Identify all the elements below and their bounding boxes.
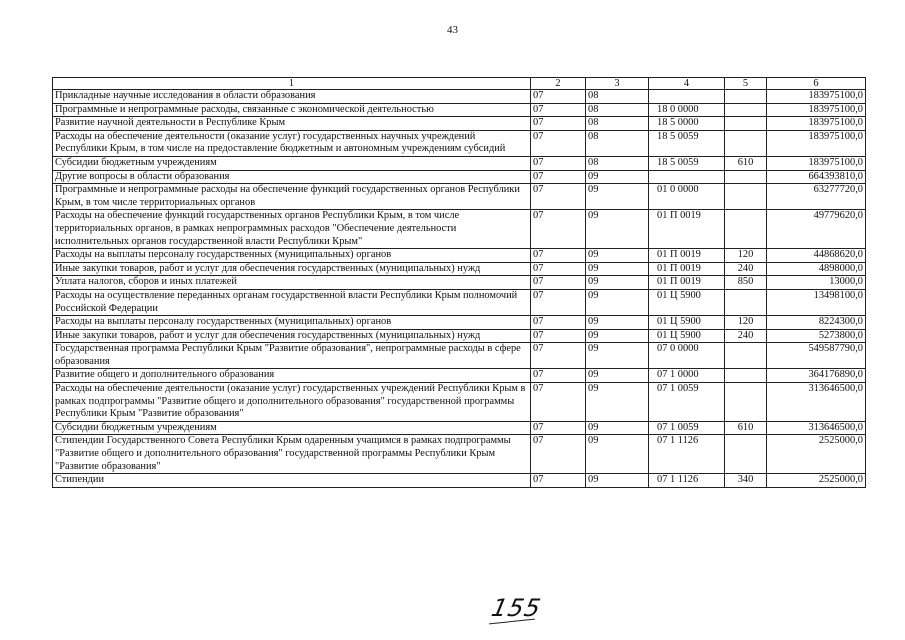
cell-name: Государственная программа Республики Крым "Развитие образования", непрограммные расходы в сфере образования bbox=[53, 343, 531, 369]
cell-subsection: 08 bbox=[586, 103, 649, 117]
table-row bbox=[53, 90, 866, 104]
cell-subsection: 09 bbox=[586, 474, 649, 488]
cell-name: Субсидии бюджетным учреждениям bbox=[53, 156, 531, 170]
cell-subsection: 09 bbox=[586, 369, 649, 383]
cell-name: Расходы на осуществление переданных органам государственной власти Республики Крым полномочий Российской Федерации bbox=[53, 289, 531, 315]
cell-amount: 549587790,0 bbox=[767, 343, 866, 369]
column-header-vr: 5 bbox=[725, 78, 767, 90]
cell-target-article bbox=[649, 90, 725, 104]
cell-subsection: 09 bbox=[586, 383, 649, 422]
table-header-row bbox=[53, 78, 866, 90]
cell-subsection: 09 bbox=[586, 184, 649, 210]
column-header-sum: 6 bbox=[767, 78, 866, 90]
cell-section: 07 bbox=[531, 130, 586, 156]
cell-expense-type: 610 bbox=[725, 156, 767, 170]
cell-target-article bbox=[649, 170, 725, 184]
cell-section: 07 bbox=[531, 329, 586, 343]
cell-expense-type bbox=[725, 184, 767, 210]
cell-section: 07 bbox=[531, 210, 586, 249]
cell-name: Программные и непрограммные расходы на обеспечение функций государственных органов Республики Крым, в том числе территориальных органов bbox=[53, 184, 531, 210]
cell-target-article: 07 1 0000 bbox=[649, 369, 725, 383]
cell-subsection: 09 bbox=[586, 210, 649, 249]
cell-name: Иные закупки товаров, работ и услуг для обеспечения государственных (муниципальных) нужд bbox=[53, 329, 531, 343]
table-row bbox=[53, 103, 866, 117]
cell-amount: 49779620,0 bbox=[767, 210, 866, 249]
cell-target-article: 18 0 0000 bbox=[649, 103, 725, 117]
cell-name: Прикладные научные исследования в области образования bbox=[53, 90, 531, 104]
table-row bbox=[53, 316, 866, 330]
cell-target-article: 01 П 0019 bbox=[649, 210, 725, 249]
cell-section: 07 bbox=[531, 156, 586, 170]
table-row bbox=[53, 262, 866, 276]
table-row bbox=[53, 329, 866, 343]
cell-amount: 183975100,0 bbox=[767, 156, 866, 170]
cell-name: Иные закупки товаров, работ и услуг для обеспечения государственных (муниципальных) нужд bbox=[53, 262, 531, 276]
cell-subsection: 09 bbox=[586, 289, 649, 315]
cell-name: Уплата налогов, сборов и иных платежей bbox=[53, 276, 531, 290]
cell-target-article: 01 Ц 5900 bbox=[649, 329, 725, 343]
cell-expense-type: 120 bbox=[725, 316, 767, 330]
cell-expense-type: 240 bbox=[725, 329, 767, 343]
table-row bbox=[53, 249, 866, 263]
cell-section: 07 bbox=[531, 117, 586, 131]
table-row bbox=[53, 383, 866, 422]
cell-subsection: 09 bbox=[586, 329, 649, 343]
cell-expense-type bbox=[725, 369, 767, 383]
cell-name: Расходы на выплаты персоналу государственных (муниципальных) органов bbox=[53, 249, 531, 263]
cell-section: 07 bbox=[531, 184, 586, 210]
cell-section: 07 bbox=[531, 249, 586, 263]
cell-target-article: 01 0 0000 bbox=[649, 184, 725, 210]
cell-section: 07 bbox=[531, 262, 586, 276]
table-body bbox=[53, 90, 866, 488]
cell-section: 07 bbox=[531, 435, 586, 474]
cell-target-article: 01 П 0019 bbox=[649, 262, 725, 276]
table-row bbox=[53, 289, 866, 315]
cell-section: 07 bbox=[531, 343, 586, 369]
cell-amount: 183975100,0 bbox=[767, 130, 866, 156]
cell-expense-type bbox=[725, 435, 767, 474]
cell-subsection: 08 bbox=[586, 156, 649, 170]
cell-subsection: 08 bbox=[586, 117, 649, 131]
cell-expense-type: 610 bbox=[725, 421, 767, 435]
cell-section: 07 bbox=[531, 383, 586, 422]
page-number: 43 bbox=[447, 24, 458, 36]
cell-amount: 364176890,0 bbox=[767, 369, 866, 383]
cell-amount: 13498100,0 bbox=[767, 289, 866, 315]
cell-amount: 63277720,0 bbox=[767, 184, 866, 210]
cell-amount: 2525000,0 bbox=[767, 435, 866, 474]
column-header-csr: 4 bbox=[649, 78, 725, 90]
cell-target-article: 18 5 0000 bbox=[649, 117, 725, 131]
cell-subsection: 08 bbox=[586, 90, 649, 104]
cell-section: 07 bbox=[531, 474, 586, 488]
cell-amount: 5273800,0 bbox=[767, 329, 866, 343]
cell-expense-type bbox=[725, 170, 767, 184]
table-row bbox=[53, 369, 866, 383]
table-row bbox=[53, 210, 866, 249]
cell-section: 07 bbox=[531, 103, 586, 117]
cell-target-article: 07 1 0059 bbox=[649, 383, 725, 422]
cell-amount: 183975100,0 bbox=[767, 103, 866, 117]
cell-expense-type bbox=[725, 210, 767, 249]
cell-amount: 183975100,0 bbox=[767, 117, 866, 131]
cell-subsection: 09 bbox=[586, 249, 649, 263]
cell-expense-type: 340 bbox=[725, 474, 767, 488]
cell-subsection: 09 bbox=[586, 276, 649, 290]
cell-name: Развитие научной деятельности в Республике Крым bbox=[53, 117, 531, 131]
cell-target-article: 18 5 0059 bbox=[649, 130, 725, 156]
cell-expense-type bbox=[725, 90, 767, 104]
cell-target-article: 07 1 1126 bbox=[649, 474, 725, 488]
table-row bbox=[53, 156, 866, 170]
cell-subsection: 09 bbox=[586, 435, 649, 474]
cell-target-article: 01 Ц 5900 bbox=[649, 316, 725, 330]
cell-section: 07 bbox=[531, 289, 586, 315]
cell-name: Расходы на обеспечение функций государственных органов Республики Крым, в том числе территориальных органов, в рамках непрограммных расходов "Обеспечение деятельности исполнительных органов государственной власти Республики Крым" bbox=[53, 210, 531, 249]
cell-section: 07 bbox=[531, 369, 586, 383]
cell-name: Расходы на обеспечение деятельности (оказание услуг) государственных учреждений Республики Крым в рамках подпрограммы "Развитие общего и дополнительного образования" государственной программы Республики Крым "Развитие образования" bbox=[53, 383, 531, 422]
cell-name: Субсидии бюджетным учреждениям bbox=[53, 421, 531, 435]
cell-target-article: 18 5 0059 bbox=[649, 156, 725, 170]
table-row bbox=[53, 343, 866, 369]
cell-expense-type: 240 bbox=[725, 262, 767, 276]
column-header-name: 1 bbox=[53, 78, 531, 90]
cell-amount: 313646500,0 bbox=[767, 383, 866, 422]
cell-expense-type bbox=[725, 383, 767, 422]
cell-target-article: 01 П 0019 bbox=[649, 249, 725, 263]
table-row bbox=[53, 184, 866, 210]
cell-amount: 8224300,0 bbox=[767, 316, 866, 330]
cell-name: Расходы на выплаты персоналу государственных (муниципальных) органов bbox=[53, 316, 531, 330]
handwritten-page-number: 155 bbox=[489, 594, 544, 622]
table-row bbox=[53, 474, 866, 488]
cell-name: Стипендии Государственного Совета Республики Крым одаренным учащимся в рамках подпрограммы "Развитие общего и дополнительного образования" государственной программы Республики Крым "Развитие образования" bbox=[53, 435, 531, 474]
cell-section: 07 bbox=[531, 170, 586, 184]
cell-name: Развитие общего и дополнительного образования bbox=[53, 369, 531, 383]
cell-section: 07 bbox=[531, 316, 586, 330]
cell-expense-type bbox=[725, 289, 767, 315]
cell-subsection: 09 bbox=[586, 343, 649, 369]
column-header-prz: 3 bbox=[586, 78, 649, 90]
cell-amount: 2525000,0 bbox=[767, 474, 866, 488]
cell-expense-type: 850 bbox=[725, 276, 767, 290]
cell-name: Стипендии bbox=[53, 474, 531, 488]
cell-subsection: 09 bbox=[586, 421, 649, 435]
cell-amount: 44868620,0 bbox=[767, 249, 866, 263]
cell-section: 07 bbox=[531, 276, 586, 290]
cell-target-article: 07 1 0059 bbox=[649, 421, 725, 435]
table-row bbox=[53, 170, 866, 184]
cell-expense-type: 120 bbox=[725, 249, 767, 263]
table-row bbox=[53, 130, 866, 156]
cell-section: 07 bbox=[531, 421, 586, 435]
cell-target-article: 07 1 1126 bbox=[649, 435, 725, 474]
cell-amount: 13000,0 bbox=[767, 276, 866, 290]
cell-target-article: 01 Ц 5900 bbox=[649, 289, 725, 315]
cell-amount: 313646500,0 bbox=[767, 421, 866, 435]
table-row bbox=[53, 421, 866, 435]
cell-expense-type bbox=[725, 130, 767, 156]
cell-section: 07 bbox=[531, 90, 586, 104]
cell-name: Программные и непрограммные расходы, связанные с экономической деятельностью bbox=[53, 103, 531, 117]
table-row bbox=[53, 117, 866, 131]
cell-subsection: 08 bbox=[586, 130, 649, 156]
table-row bbox=[53, 276, 866, 290]
cell-subsection: 09 bbox=[586, 316, 649, 330]
cell-amount: 4898000,0 bbox=[767, 262, 866, 276]
cell-subsection: 09 bbox=[586, 262, 649, 276]
cell-target-article: 01 П 0019 bbox=[649, 276, 725, 290]
cell-expense-type bbox=[725, 117, 767, 131]
cell-amount: 183975100,0 bbox=[767, 90, 866, 104]
cell-amount: 664393810,0 bbox=[767, 170, 866, 184]
cell-expense-type bbox=[725, 343, 767, 369]
cell-subsection: 09 bbox=[586, 170, 649, 184]
cell-name: Другие вопросы в области образования bbox=[53, 170, 531, 184]
cell-expense-type bbox=[725, 103, 767, 117]
cell-target-article: 07 0 0000 bbox=[649, 343, 725, 369]
budget-table bbox=[52, 77, 866, 488]
column-header-rz: 2 bbox=[531, 78, 586, 90]
table-row bbox=[53, 435, 866, 474]
cell-name: Расходы на обеспечение деятельности (оказание услуг) государственных научных учреждений Республики Крым, в том числе на предоставление бюджетным и автономным учреждениям субсидий bbox=[53, 130, 531, 156]
